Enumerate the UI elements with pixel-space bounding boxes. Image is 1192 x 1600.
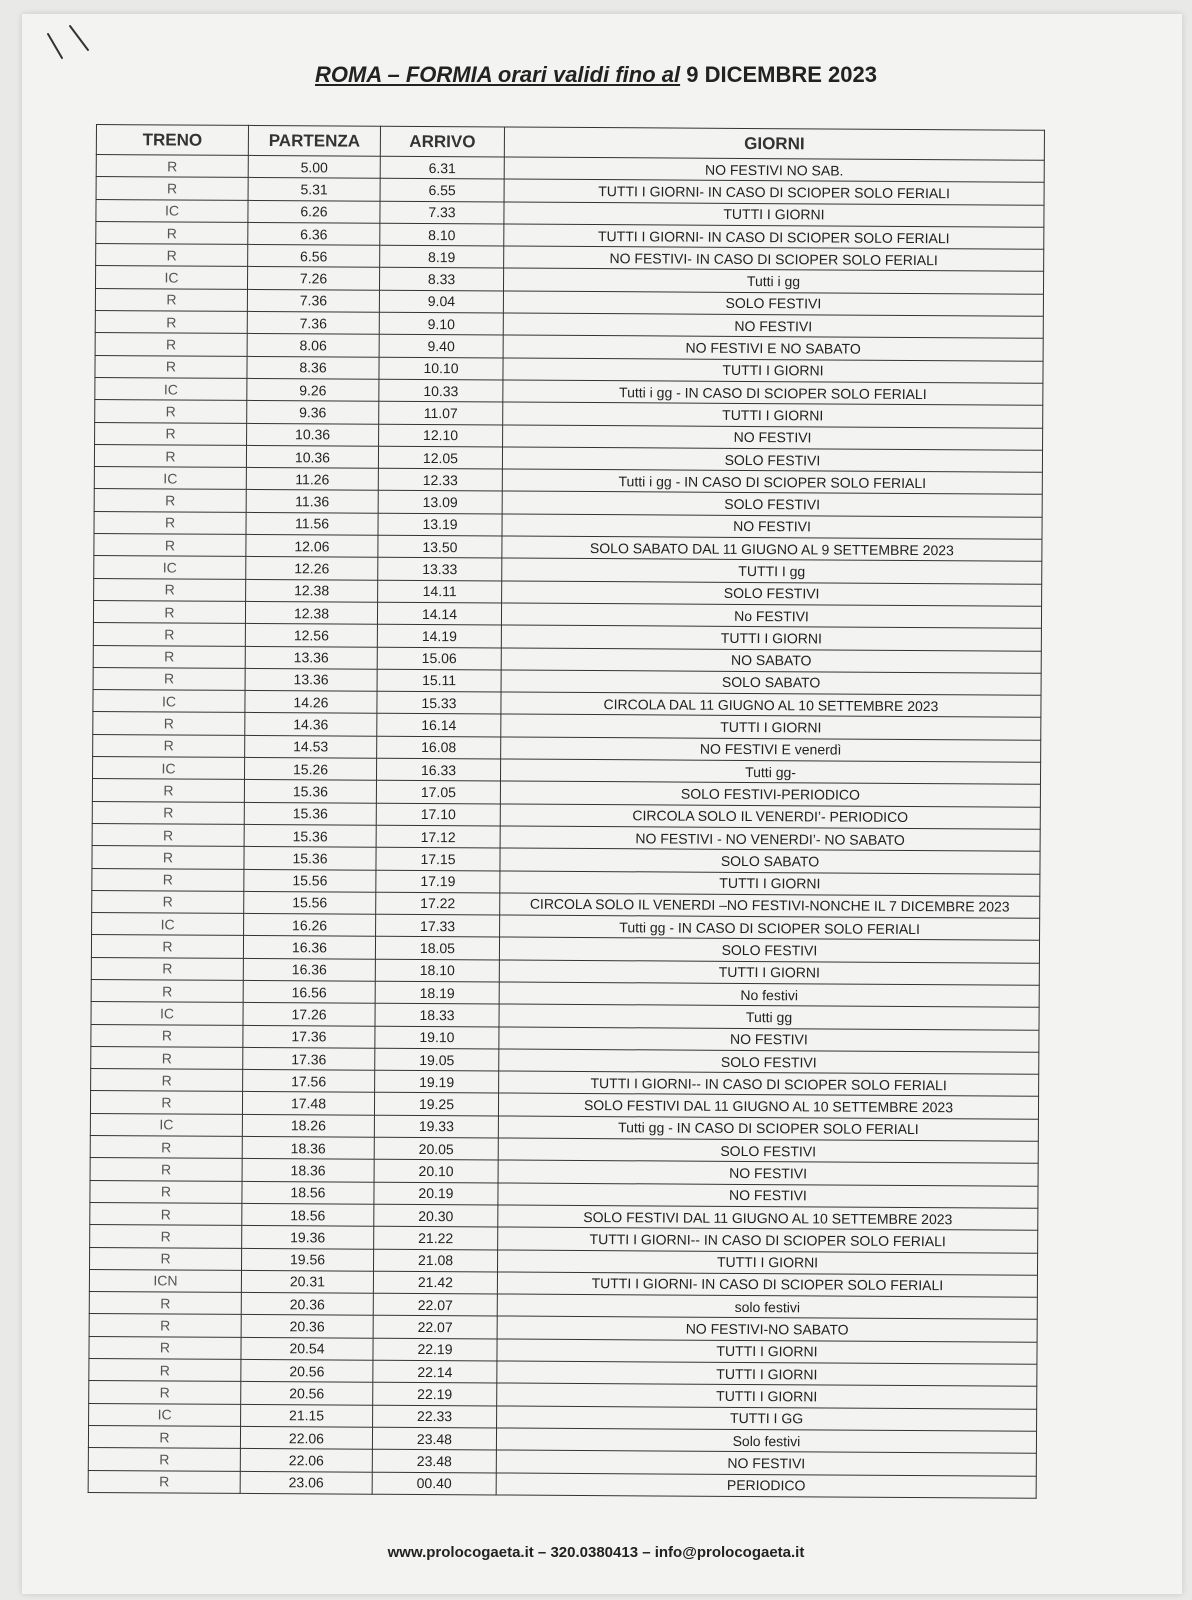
cell-partenza: 12.26 (246, 557, 378, 580)
cell-giorni: NO FESTIVI - NO VENERDI’- NO SABATO (500, 826, 1040, 852)
cell-partenza: 15.36 (244, 780, 376, 803)
cell-treno: R (90, 1091, 242, 1114)
cell-arrivo: 7.33 (380, 201, 504, 224)
cell-arrivo: 21.42 (373, 1271, 497, 1294)
cell-arrivo: 18.33 (375, 1004, 499, 1027)
cell-treno: R (91, 979, 243, 1002)
cell-partenza: 19.36 (242, 1226, 374, 1249)
cell-arrivo: 12.33 (378, 468, 502, 491)
cell-treno: R (96, 155, 248, 178)
cell-giorni: TUTTI I GG (497, 1406, 1037, 1432)
cell-partenza: 16.26 (244, 914, 376, 937)
cell-giorni: Tutti gg - IN CASO DI SCIOPER SOLO FERIALI (498, 1116, 1038, 1142)
cell-treno: R (95, 355, 247, 378)
cell-arrivo: 19.33 (374, 1115, 498, 1138)
cell-partenza: 20.36 (241, 1315, 373, 1338)
cell-partenza: 5.00 (248, 155, 380, 178)
cell-arrivo: 17.33 (376, 914, 500, 937)
cell-partenza: 15.26 (244, 757, 376, 780)
cell-giorni: NO FESTIVI-NO SABATO (497, 1316, 1037, 1342)
cell-partenza: 7.36 (247, 289, 379, 312)
cell-treno: R (91, 935, 243, 958)
cell-partenza: 7.36 (247, 312, 379, 335)
cell-arrivo: 19.10 (375, 1026, 499, 1049)
cell-giorni: TUTTI I GIORNI (500, 870, 1040, 896)
cell-treno: R (92, 779, 244, 802)
cell-giorni: SOLO FESTIVI (502, 447, 1042, 473)
cell-treno: R (89, 1314, 241, 1337)
cell-partenza: 18.36 (242, 1159, 374, 1182)
cell-arrivo: 17.15 (376, 847, 500, 870)
cell-giorni: NO SABATO (501, 648, 1041, 674)
cell-partenza: 18.36 (242, 1136, 374, 1159)
cell-arrivo: 8.10 (380, 223, 504, 246)
cell-partenza: 11.56 (246, 512, 378, 535)
cell-arrivo: 19.25 (374, 1093, 498, 1116)
cell-giorni: TUTTI I gg (502, 558, 1042, 584)
cell-giorni: TUTTI I GIORNI (497, 1250, 1037, 1276)
cell-treno: R (95, 288, 247, 311)
cell-treno: R (89, 1292, 241, 1315)
cell-treno: R (93, 600, 245, 623)
cell-partenza: 18.56 (242, 1203, 374, 1226)
cell-partenza: 18.56 (242, 1181, 374, 1204)
cell-giorni: SOLO SABATO (500, 848, 1040, 874)
cell-giorni: Tutti gg - IN CASO DI SCIOPER SOLO FERIALI (500, 915, 1040, 941)
cell-arrivo: 18.19 (375, 981, 499, 1004)
cell-treno: R (90, 1202, 242, 1225)
cell-arrivo: 21.22 (374, 1226, 498, 1249)
cell-arrivo: 14.14 (377, 602, 501, 625)
cell-treno: R (90, 1247, 242, 1270)
cell-giorni: SOLO FESTIVI (503, 291, 1043, 317)
cell-partenza: 16.56 (243, 980, 375, 1003)
cell-partenza: 22.06 (240, 1426, 372, 1449)
cell-giorni: solo festivi (497, 1294, 1037, 1320)
cell-giorni: NO FESTIVI (499, 1027, 1039, 1053)
cell-partenza: 23.06 (240, 1471, 372, 1494)
cell-treno: IC (89, 1403, 241, 1426)
cell-partenza: 20.56 (241, 1359, 373, 1382)
cell-giorni: NO FESTIVI (498, 1160, 1038, 1186)
cell-treno: ICN (89, 1269, 241, 1292)
cell-giorni: SOLO FESTIVI DAL 11 GIUGNO AL 10 SETTEMBRE 2023 (498, 1205, 1038, 1231)
cell-treno: R (94, 489, 246, 512)
cell-arrivo: 14.11 (378, 580, 502, 603)
cell-partenza: 10.36 (247, 423, 379, 446)
cell-partenza: 18.26 (242, 1114, 374, 1137)
cell-treno: IC (95, 377, 247, 400)
cell-partenza: 15.36 (244, 847, 376, 870)
cell-arrivo: 10.10 (379, 357, 503, 380)
cell-giorni: CIRCOLA SOLO IL VENERDI –NO FESTIVI-NONCHE IL 7 DICEMBRE 2023 (500, 893, 1040, 919)
cell-treno: R (93, 667, 245, 690)
cell-partenza: 15.56 (244, 869, 376, 892)
cell-giorni: TUTTI I GIORNI-- IN CASO DI SCIOPER SOLO FERIALI (498, 1227, 1038, 1253)
cell-giorni: SOLO FESTIVI-PERIODICO (500, 781, 1040, 807)
cell-treno: IC (91, 1002, 243, 1025)
title-route: ROMA – FORMIA orari validi fino al (315, 62, 681, 87)
cell-treno: R (93, 623, 245, 646)
cell-arrivo: 17.22 (376, 892, 500, 915)
cell-arrivo: 22.14 (373, 1360, 497, 1383)
cell-treno: R (91, 1069, 243, 1092)
cell-treno: R (92, 890, 244, 913)
cell-treno: R (92, 868, 244, 891)
cell-treno: R (89, 1381, 241, 1404)
cell-arrivo: 10.33 (379, 379, 503, 402)
cell-arrivo: 13.33 (378, 558, 502, 581)
cell-arrivo: 15.11 (377, 669, 501, 692)
cell-treno: R (88, 1470, 240, 1493)
cell-arrivo: 20.05 (374, 1137, 498, 1160)
cell-arrivo: 23.48 (372, 1427, 496, 1450)
cell-arrivo: 14.19 (377, 624, 501, 647)
footer-contacts: www.prolocogaeta.it – 320.0380413 – info@prolocogaeta.it (387, 1544, 805, 1561)
cell-giorni: SOLO FESTIVI (499, 1049, 1039, 1075)
cell-arrivo: 16.14 (377, 714, 501, 737)
cell-treno: R (92, 801, 244, 824)
header-treno: TRENO (96, 125, 248, 156)
cell-giorni: TUTTI I GIORNI (497, 1383, 1037, 1409)
cell-arrivo: 17.12 (376, 825, 500, 848)
cell-treno: R (96, 177, 248, 200)
cell-arrivo: 20.10 (374, 1160, 498, 1183)
cell-partenza: 5.31 (248, 178, 380, 201)
cell-giorni: PERIODICO (496, 1472, 1036, 1498)
cell-arrivo: 6.31 (380, 156, 504, 179)
cell-arrivo: 19.19 (375, 1070, 499, 1093)
cell-partenza: 12.56 (245, 624, 377, 647)
cell-partenza: 17.56 (243, 1070, 375, 1093)
cell-partenza: 21.15 (241, 1404, 373, 1427)
cell-treno: IC (94, 556, 246, 579)
cell-giorni: SOLO FESTIVI (498, 1138, 1038, 1164)
cell-treno: R (95, 311, 247, 334)
cell-giorni: Tutti gg- (500, 759, 1040, 785)
cell-partenza: 10.36 (246, 445, 378, 468)
cell-arrivo: 17.10 (376, 803, 500, 826)
cell-partenza: 20.56 (241, 1382, 373, 1405)
cell-treno: R (90, 1136, 242, 1159)
cell-arrivo: 22.19 (373, 1383, 497, 1406)
cell-partenza: 20.54 (241, 1337, 373, 1360)
cell-treno: R (90, 1180, 242, 1203)
cell-giorni: TUTTI I GIORNI- IN CASO DI SCIOPER SOLO FERIALI (497, 1272, 1037, 1298)
cell-partenza: 14.26 (245, 691, 377, 714)
cell-arrivo: 13.50 (378, 535, 502, 558)
cell-partenza: 6.56 (248, 245, 380, 268)
cell-treno: R (92, 823, 244, 846)
cell-giorni: Tutti i gg - IN CASO DI SCIOPER SOLO FERIALI (502, 469, 1042, 495)
cell-giorni: Solo festivi (496, 1428, 1036, 1454)
cell-arrivo: 18.05 (375, 937, 499, 960)
cell-treno: R (95, 333, 247, 356)
cell-giorni: NO FESTIVI- IN CASO DI SCIOPER SOLO FERIALI (504, 246, 1044, 272)
cell-giorni: NO FESTIVI (502, 514, 1042, 540)
cell-partenza: 9.36 (247, 401, 379, 424)
cell-treno: R (94, 511, 246, 534)
cell-arrivo: 9.04 (379, 290, 503, 313)
cell-giorni: TUTTI I GIORNI (501, 714, 1041, 740)
cell-giorni: TUTTI I GIORNI (501, 625, 1041, 651)
cell-giorni: CIRCOLA DAL 11 GIUGNO AL 10 SETTEMBRE 2023 (501, 692, 1041, 718)
cell-giorni: SOLO FESTIVI (502, 581, 1042, 607)
cell-partenza: 15.36 (244, 802, 376, 825)
cell-arrivo: 21.08 (373, 1249, 497, 1272)
cell-giorni: NO FESTIVI (496, 1450, 1036, 1476)
cell-giorni: Tutti i gg (503, 268, 1043, 294)
cell-treno: R (95, 400, 247, 423)
cell-giorni: TUTTI I GIORNI- IN CASO DI SCIOPER SOLO FERIALI (504, 179, 1044, 205)
cell-giorni: TUTTI I GIORNI (497, 1339, 1037, 1365)
cell-giorni: Tutti i gg - IN CASO DI SCIOPER SOLO FERIALI (503, 380, 1043, 406)
cell-partenza: 16.36 (243, 936, 375, 959)
cell-arrivo: 8.33 (379, 268, 503, 291)
cell-treno: R (91, 1024, 243, 1047)
cell-treno: IC (93, 690, 245, 713)
cell-treno: R (94, 444, 246, 467)
cell-treno: R (91, 957, 243, 980)
cell-partenza: 14.36 (245, 713, 377, 736)
cell-treno: R (90, 1225, 242, 1248)
cell-giorni: SOLO FESTIVI (502, 491, 1042, 517)
cell-giorni: SOLO FESTIVI DAL 11 GIUGNO AL 10 SETTEMBRE 2023 (498, 1093, 1038, 1119)
cell-partenza: 7.26 (247, 267, 379, 290)
cell-partenza: 20.31 (241, 1270, 373, 1293)
cell-giorni: NO FESTIVI NO SAB. (504, 157, 1044, 183)
cell-arrivo: 15.33 (377, 691, 501, 714)
cell-treno: IC (90, 1113, 242, 1136)
cell-treno: R (90, 1158, 242, 1181)
cell-arrivo: 00.40 (372, 1472, 496, 1495)
cell-treno: R (89, 1336, 241, 1359)
cell-partenza: 17.26 (243, 1003, 375, 1026)
header-arrivo: ARRIVO (380, 126, 504, 157)
cell-treno: IC (96, 199, 248, 222)
cell-giorni: TUTTI I GIORNI (503, 402, 1043, 428)
title-date: 9 DICEMBRE 2023 (686, 62, 877, 87)
cell-giorni: CIRCOLA SOLO IL VENERDI’- PERIODICO (500, 804, 1040, 830)
cell-treno: IC (92, 913, 244, 936)
cell-giorni: NO FESTIVI (503, 425, 1043, 451)
cell-arrivo: 22.19 (373, 1338, 497, 1361)
cell-arrivo: 18.10 (375, 959, 499, 982)
cell-giorni: NO FESTIVI (498, 1183, 1038, 1209)
cell-partenza: 6.36 (248, 222, 380, 245)
header-giorni: GIORNI (504, 127, 1044, 160)
cell-partenza: 13.36 (245, 668, 377, 691)
cell-treno: IC (92, 757, 244, 780)
cell-partenza: 9.26 (247, 378, 379, 401)
cell-treno: R (92, 846, 244, 869)
cell-arrivo: 20.19 (374, 1182, 498, 1205)
cell-giorni: TUTTI I GIORNI-- IN CASO DI SCIOPER SOLO FERIALI (499, 1071, 1039, 1097)
cell-treno: R (89, 1359, 241, 1382)
cell-partenza: 8.36 (247, 356, 379, 379)
cell-arrivo: 22.33 (373, 1405, 497, 1428)
cell-arrivo: 17.05 (376, 781, 500, 804)
cell-arrivo: 11.07 (379, 401, 503, 424)
page-title (0, 62, 1192, 88)
cell-giorni: TUTTI I GIORNI (497, 1361, 1037, 1387)
cell-partenza: 12.06 (246, 534, 378, 557)
cell-treno: R (95, 422, 247, 445)
cell-partenza: 8.06 (247, 334, 379, 357)
cell-arrivo: 13.09 (378, 491, 502, 514)
cell-giorni: Tutti gg (499, 1004, 1039, 1030)
cell-partenza: 22.06 (240, 1449, 372, 1472)
cell-treno: R (91, 1046, 243, 1069)
cell-partenza: 20.36 (241, 1293, 373, 1316)
cell-arrivo: 9.10 (379, 312, 503, 335)
cell-treno: IC (95, 266, 247, 289)
cell-treno: R (94, 578, 246, 601)
cell-treno: R (96, 244, 248, 267)
cell-treno: R (93, 734, 245, 757)
cell-partenza: 15.56 (244, 891, 376, 914)
cell-partenza: 14.53 (245, 735, 377, 758)
cell-treno: R (88, 1425, 240, 1448)
cell-giorni: No FESTIVI (501, 603, 1041, 629)
cell-giorni: SOLO SABATO DAL 11 GIUGNO AL 9 SETTEMBRE 2023 (502, 536, 1042, 562)
cell-arrivo: 12.10 (379, 424, 503, 447)
cell-arrivo: 13.19 (378, 513, 502, 536)
cell-giorni: TUTTI I GIORNI (499, 960, 1039, 986)
cell-arrivo: 20.30 (374, 1204, 498, 1227)
cell-arrivo: 22.07 (373, 1293, 497, 1316)
cell-partenza: 19.56 (242, 1248, 374, 1271)
cell-giorni: No festivi (499, 982, 1039, 1008)
cell-treno: R (93, 645, 245, 668)
cell-treno: IC (94, 467, 246, 490)
cell-partenza: 6.26 (248, 200, 380, 223)
cell-partenza: 11.26 (246, 468, 378, 491)
cell-giorni: SOLO SABATO (501, 670, 1041, 696)
cell-giorni: TUTTI I GIORNI- IN CASO DI SCIOPER SOLO FERIALI (504, 224, 1044, 250)
cell-partenza: 16.36 (243, 958, 375, 981)
cell-treno: R (94, 534, 246, 557)
cell-giorni: SOLO FESTIVI (499, 937, 1039, 963)
cell-treno: R (88, 1448, 240, 1471)
cell-arrivo: 23.48 (372, 1449, 496, 1472)
header-partenza: PARTENZA (248, 125, 380, 156)
cell-giorni: TUTTI I GIORNI (503, 358, 1043, 384)
cell-giorni: NO FESTIVI E venerdì (501, 737, 1041, 763)
cell-partenza: 12.38 (245, 601, 377, 624)
cell-treno: R (96, 221, 248, 244)
cell-arrivo: 6.55 (380, 179, 504, 202)
cell-arrivo: 8.19 (380, 245, 504, 268)
cell-giorni: NO FESTIVI (503, 313, 1043, 339)
cell-partenza: 13.36 (245, 646, 377, 669)
cell-arrivo: 17.19 (376, 870, 500, 893)
cell-partenza: 17.36 (243, 1047, 375, 1070)
cell-giorni: TUTTI I GIORNI (504, 202, 1044, 228)
cell-arrivo: 9.40 (379, 335, 503, 358)
cell-arrivo: 12.05 (378, 446, 502, 469)
cell-arrivo: 19.05 (375, 1048, 499, 1071)
cell-arrivo: 16.08 (377, 736, 501, 759)
cell-treno: R (93, 712, 245, 735)
table-body (88, 155, 1044, 1499)
cell-partenza: 12.38 (246, 579, 378, 602)
cell-partenza: 17.48 (242, 1092, 374, 1115)
cell-partenza: 17.36 (243, 1025, 375, 1048)
cell-arrivo: 16.33 (376, 758, 500, 781)
cell-arrivo: 15.06 (377, 647, 501, 670)
cell-giorni: NO FESTIVI E NO SABATO (503, 335, 1043, 361)
cell-partenza: 11.36 (246, 490, 378, 513)
cell-arrivo: 22.07 (373, 1316, 497, 1339)
timetable (88, 124, 1045, 1499)
cell-partenza: 15.36 (244, 824, 376, 847)
